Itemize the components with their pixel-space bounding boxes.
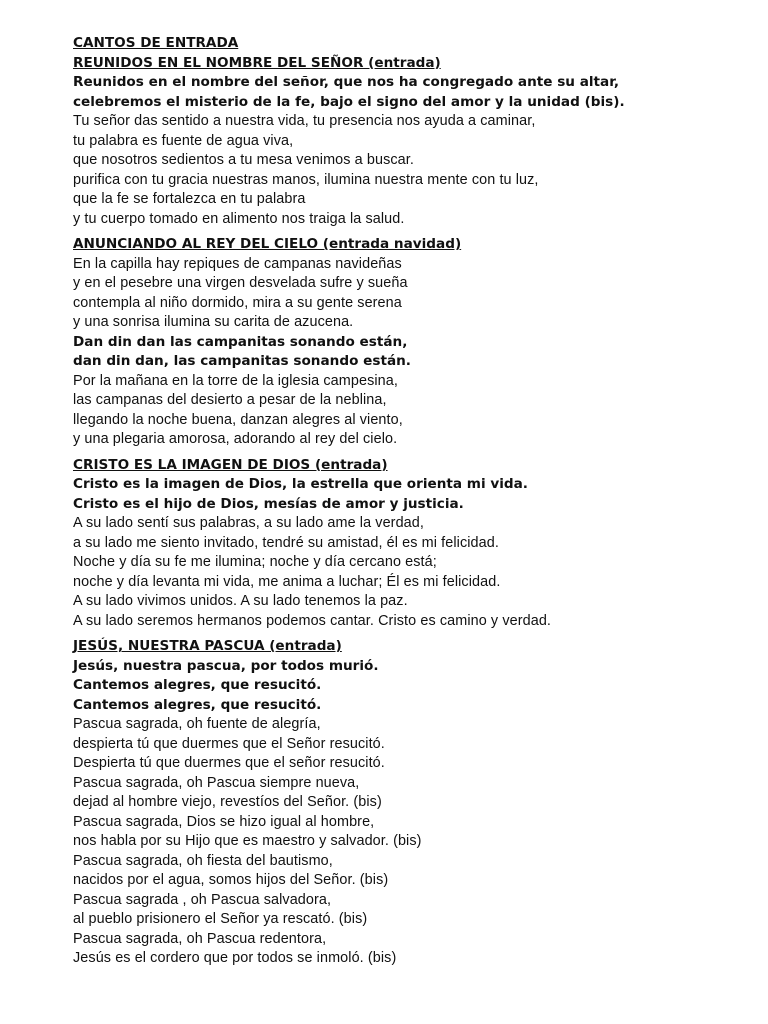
verse-line: Pascua sagrada, oh fuente de alegría, — [73, 716, 321, 732]
verse-line: tu palabra es fuente de agua viva, — [73, 132, 294, 149]
verse-line: purifica con tu gracia nuestras manos, ilumina nuestra mente con tu luz, — [73, 171, 539, 188]
verse-line: Despierta tú que duermes que el señor resucitó. — [73, 755, 385, 771]
verse-line: nos habla por su Hijo que es maestro y salvador. (bis) — [73, 833, 422, 849]
chorus-line: Dan din dan las campanitas sonando están, — [73, 333, 408, 350]
verse-line: A su lado vivimos unidos. A su lado tenemos la paz. — [73, 593, 408, 609]
verse-line: contempla al niño dormido, mira a su gente serena — [73, 294, 402, 311]
verse-line: y en el pesebre una virgen desvelada sufre y sueña — [73, 275, 408, 291]
songs-container — [73, 54, 733, 969]
verse-line: dejad al hombre viejo, revestíos del Señor. (bis) — [73, 794, 382, 810]
chorus-line: dan din dan, las campanitas sonando están. — [73, 353, 411, 369]
verse-line: a su lado me siento invitado, tendré su amistad, él es mi felicidad. — [73, 534, 499, 551]
chorus-line: celebremos el misterio de la fe, bajo el signo del amor y la unidad (bis). — [73, 93, 625, 110]
verse-line: Pascua sagrada, oh Pascua siempre nueva, — [73, 774, 360, 791]
verse-line: que la fe se fortalezca en tu palabra — [73, 191, 306, 207]
verse-line: Pascua sagrada, oh Pascua redentora, — [73, 930, 327, 947]
verse-line: Tu señor das sentido a nuestra vida, tu presencia nos ayuda a caminar, — [73, 113, 536, 129]
verse-line: y una plegaria amorosa, adorando al rey del cielo. — [73, 431, 398, 447]
song-title: JESÚS, NUESTRA PASCUA (entrada) — [73, 638, 342, 654]
chorus-line: Cristo es la imagen de Dios, la estrella que orienta mi vida. — [73, 476, 528, 492]
song-title: REUNIDOS EN EL NOMBRE DEL SEÑOR (entrada) — [73, 54, 441, 71]
verse-line: En la capilla hay repiques de campanas navideñas — [73, 255, 402, 272]
verse-line: Pascua sagrada , oh Pascua salvadora, — [73, 891, 332, 908]
chorus-line: Reunidos en el nombre del señor, que nos ha congregado ante su altar, — [73, 74, 620, 90]
chorus-line: Cristo es el hijo de Dios, mesías de amor y justicia. — [73, 495, 464, 512]
chorus-line: Cantemos alegres, que resucitó. — [73, 677, 322, 693]
verse-line: Noche y día su fe me ilumina; noche y día cercano está; — [73, 554, 437, 570]
song-lyrics — [73, 255, 733, 450]
verse-line: Por la mañana en la torre de la iglesia campesina, — [73, 372, 398, 389]
song-lyrics — [73, 475, 733, 631]
song-section — [73, 235, 733, 450]
verse-line: A su lado seremos hermanos podemos cantar. Cristo es camino y verdad. — [73, 612, 552, 629]
verse-line: y tu cuerpo tomado en alimento nos traiga la salud. — [73, 210, 405, 227]
verse-line: despierta tú que duermes que el Señor resucitó. — [73, 735, 385, 752]
song-lyrics — [73, 657, 733, 969]
verse-line: nacidos por el agua, somos hijos del Señor. (bis) — [73, 872, 389, 888]
song-section — [73, 456, 733, 632]
verse-line: A su lado sentí sus palabras, a su lado ame la verdad, — [73, 515, 424, 531]
song-section — [73, 54, 733, 230]
chorus-line: Cantemos alegres, que resucitó. — [73, 696, 322, 713]
page-heading: CANTOS DE ENTRADA — [73, 35, 239, 51]
verse-line: llegando la noche buena, danzan alegres al viento, — [73, 411, 403, 428]
song-title: CRISTO ES LA IMAGEN DE DIOS (entrada) — [73, 456, 388, 473]
verse-line: y una sonrisa ilumina su carita de azucena. — [73, 314, 354, 330]
song-section — [73, 637, 733, 969]
verse-line: Pascua sagrada, Dios se hizo igual al hombre, — [73, 813, 375, 830]
verse-line: al pueblo prisionero el Señor ya rescató. (bis) — [73, 911, 368, 927]
verse-line: Jesús es el cordero que por todos se inmoló. (bis) — [73, 950, 397, 966]
song-title: ANUNCIANDO AL REY DEL CIELO (entrada navidad) — [73, 236, 462, 252]
verse-line: las campanas del desierto a pesar de la neblina, — [73, 392, 387, 408]
chorus-line: Jesús, nuestra pascua, por todos murió. — [73, 657, 379, 674]
document-page — [73, 34, 733, 969]
song-lyrics — [73, 73, 733, 229]
verse-line: Pascua sagrada, oh fiesta del bautismo, — [73, 852, 333, 869]
verse-line: que nosotros sedientos a tu mesa venimos a buscar. — [73, 152, 414, 168]
verse-line: noche y día levanta mi vida, me anima a luchar; Él es mi felicidad. — [73, 573, 501, 590]
